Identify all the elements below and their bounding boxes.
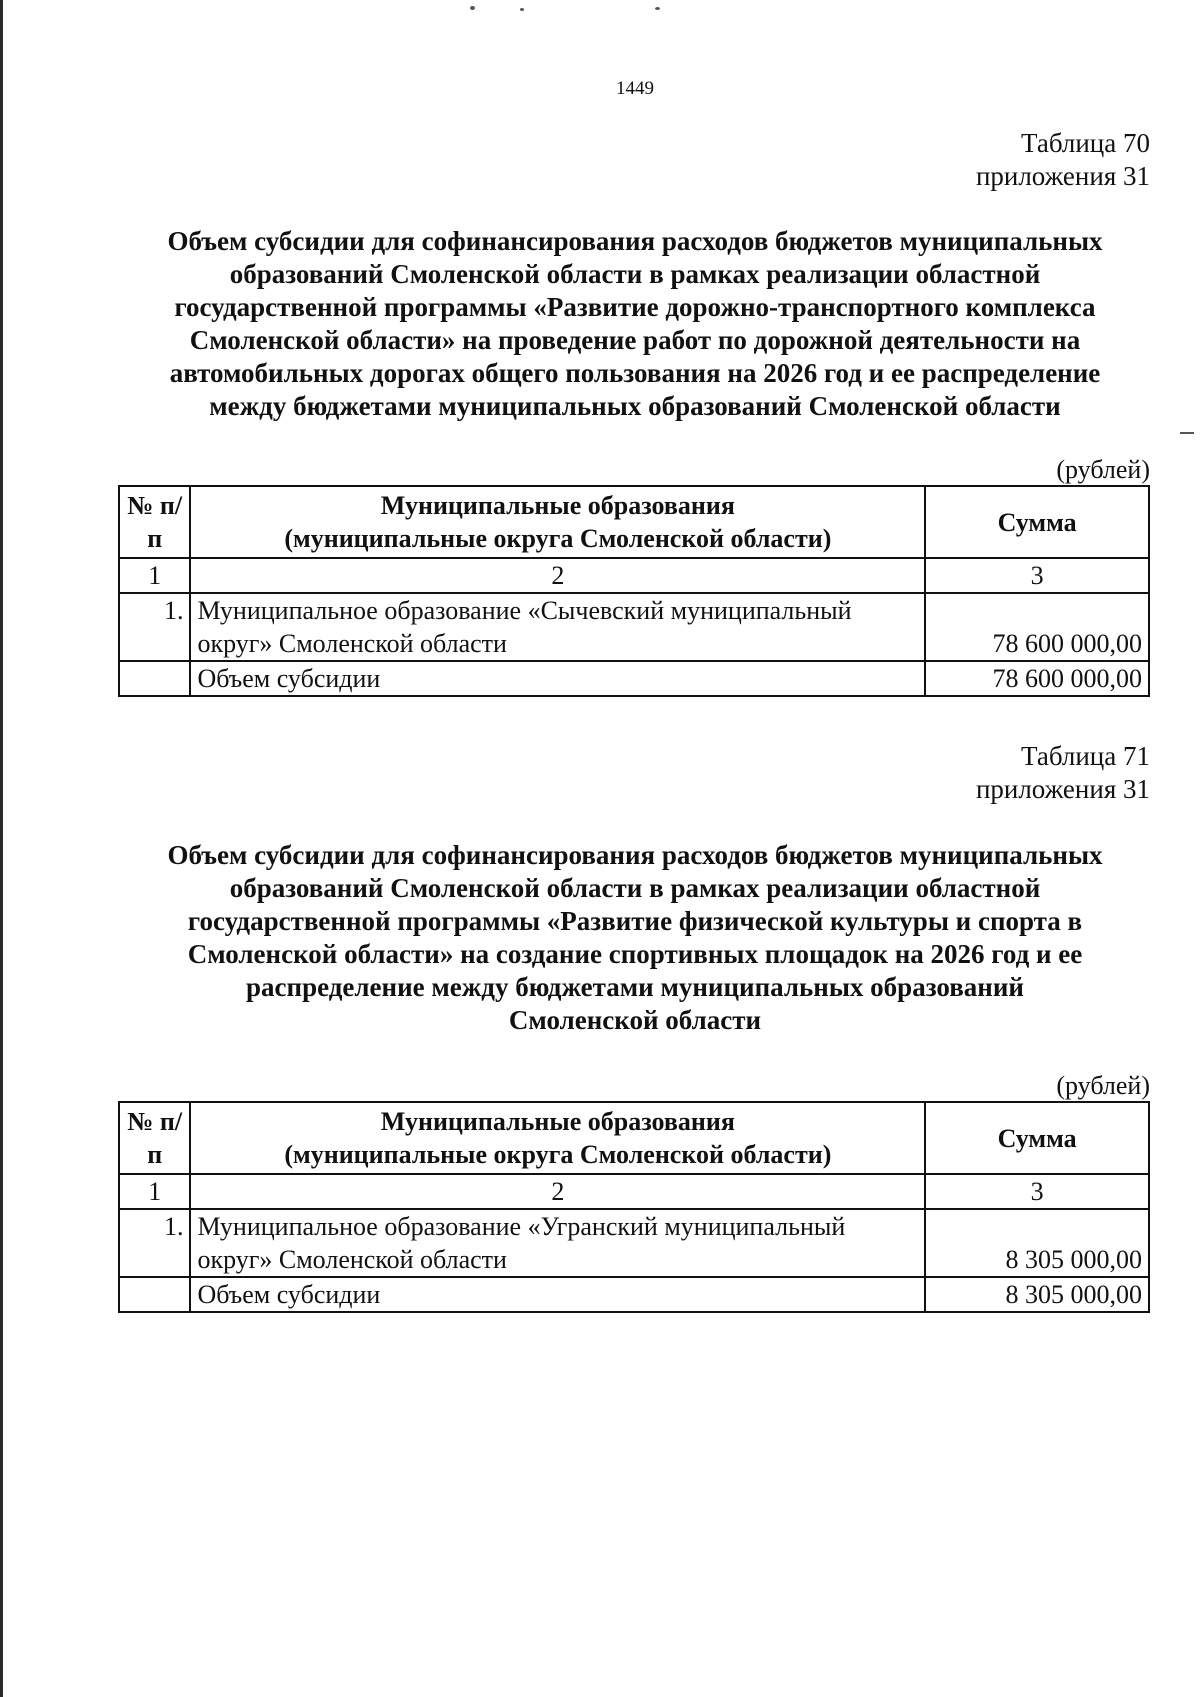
page-number: 1449 [616,78,654,99]
table-row [119,593,1149,661]
total-label: Объем субсидии [190,1277,925,1312]
total-num-empty [119,661,190,696]
row-number: 1. [119,593,190,661]
table-70-title [125,225,1145,423]
table-header-row [119,1102,1149,1174]
row-municipality-line1: Муниципальное образование «Сычевский муниципальный [197,596,852,625]
caption-appendix: приложения 31 [975,774,1150,804]
column-index: 3 [925,1174,1149,1209]
header-sum: Сумма [925,486,1149,558]
title-line: образований Смоленской области в рамках реализации областной [229,873,1041,903]
table-71-title [125,839,1145,1037]
title-line: образований Смоленской области в рамках реализации областной [229,259,1041,289]
title-line: Смоленской области» на создание спортивных площадок на 2026 год и ее [187,939,1083,969]
title-line: между бюджетами муниципальных образований Смоленской области [209,391,1061,421]
title-line: распределение между бюджетами муниципальных образований [246,972,1024,1002]
column-index: 3 [925,558,1149,593]
scan-speck [655,7,660,10]
total-row [119,1277,1149,1312]
caption-table-number: Таблица 70 [1021,128,1150,158]
title-line: Смоленской области» на проведение работ по дорожной деятельности на [189,325,1081,355]
total-label: Объем субсидии [190,661,925,696]
scan-speck [1180,432,1194,434]
title-line: государственной программы «Развитие физической культуры и спорта в [187,906,1083,936]
title-line: государственной программы «Развитие дорожно-транспортного комплекса [174,292,1096,322]
total-sum: 78 600 000,00 [925,661,1149,696]
table-row [119,1209,1149,1277]
title-line: Объем субсидии для софинансирования расходов бюджетов муниципальных [167,226,1103,256]
column-index-row [119,558,1149,593]
header-name-line1: Муниципальные образования [380,1107,735,1136]
units-label: (рублей) [1056,455,1150,484]
row-municipality-line2: округ» Смоленской области [197,629,507,658]
scan-speck [520,8,524,11]
total-row [119,661,1149,696]
header-name [190,486,925,558]
column-index-row [119,1174,1149,1209]
subsidy-table-70 [118,485,1150,697]
header-name-line2: (муниципальные округа Смоленской области) [284,1140,832,1169]
header-name [190,1102,925,1174]
column-index: 2 [190,1174,925,1209]
header-name-line2: (муниципальные округа Смоленской области) [284,524,832,553]
total-sum: 8 305 000,00 [925,1277,1149,1312]
scan-left-edge [0,0,3,1697]
header-num: № п/п [119,486,190,558]
units-label: (рублей) [1056,1071,1150,1100]
row-municipality [190,593,925,661]
scan-speck [470,6,475,10]
title-line: Объем субсидии для софинансирования расходов бюджетов муниципальных [167,840,1103,870]
column-index: 1 [119,558,190,593]
header-num: № п/п [119,1102,190,1174]
title-line: Смоленской области [508,1005,762,1035]
header-name-line1: Муниципальные образования [380,491,735,520]
caption-table-number: Таблица 71 [1021,741,1150,771]
row-number: 1. [119,1209,190,1277]
title-line: автомобильных дорогах общего пользования на 2026 год и ее распределение [169,358,1101,388]
subsidy-table-71 [118,1101,1150,1313]
table-header-row [119,486,1149,558]
caption-appendix: приложения 31 [975,161,1150,191]
column-index: 2 [190,558,925,593]
total-num-empty [119,1277,190,1312]
table-71-caption [976,740,1150,806]
row-municipality-line1: Муниципальное образование «Угранский муниципальный [197,1212,846,1241]
header-sum: Сумма [925,1102,1149,1174]
column-index: 1 [119,1174,190,1209]
row-municipality [190,1209,925,1277]
table-70-caption [976,127,1150,193]
row-sum: 8 305 000,00 [925,1209,1149,1277]
row-municipality-line2: округ» Смоленской области [197,1245,507,1274]
row-sum: 78 600 000,00 [925,593,1149,661]
